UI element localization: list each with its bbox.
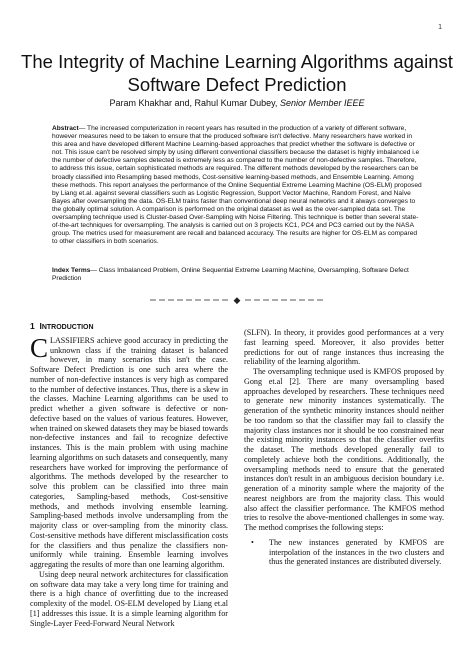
list-item <box>244 538 444 567</box>
bullet-icon: • <box>251 537 254 547</box>
paper-title: The Integrity of Machine Learning Algorithms against Software Defect Prediction <box>21 51 453 95</box>
author-line <box>20 98 454 108</box>
index-terms <box>52 267 422 283</box>
section-heading <box>30 322 228 333</box>
drop-cap: C <box>30 332 49 363</box>
left-column <box>30 322 228 628</box>
section-title-initial: I <box>39 321 42 331</box>
section-divider <box>150 295 324 305</box>
author-names: Param Khakhar and, Rahul Kumar Dubey, <box>109 98 278 108</box>
author-affiliation: Senior Member IEEE <box>279 98 365 108</box>
intro-paragraph-2: Using deep neural network architectures for classification on software data may take a very long time for training and there is a high chance of overfitting due to the increased complexity of the model. OS-ELM developed by Liang et.al [1] addresses this issue. It is a simple learning algorithm for Single-Layer Feed-Forward Neural Network <box>30 569 228 628</box>
abstract <box>52 125 422 246</box>
index-terms-label: Index Terms <box>52 267 91 274</box>
abstract-text: — The increased computerization in recent years has resulted in the production of a variety of different software, however measures need to be taken to ensure that the produced software isn't defective. Many researchers have worked in this area and have developed different Machine Learning-based approaches that predict whether the software is defective or not. This issue can't be resolved simply by using different conventional classifiers because the dataset is highly imbalanced i.e the number of defective samples detected is extremely less as compared to the number of non-defective samples. Therefore, to address this issue, certain sophisticated methods are required. The different methods developed by the researchers can be broadly classified into Resampling based methods, Cost-sensitive learning-based methods, and Ensemble Learning. Among these methods. This report analyses the performance of the Online Sequential Extreme Learning Machine (OS-ELM) proposed by Liang et.al. against several classifiers such as Logistic Regression, Support Vector Machine, Random Forest, and Naïve Bayes after oversampling the data. OS-ELM trains faster than conventional deep neural networks and it always converges to the globally optimal solution. A comparison is performed on the original dataset as well as the over-sampled data set. The oversampling technique used is Cluster-based Over-Sampling with Noise Filtering. This technique is better than several state-of-the-art techniques for oversampling. The analysis is carried out on 3 projects KC1, PC4 and PC3 carried out by the NASA group. The metrics used for measurement are recall and balanced accuracy. The results are higher for OS-ELM as compared to other classifiers in both scenarios. <box>52 125 422 246</box>
divider-diamond-icon: ◆ <box>233 296 241 305</box>
index-terms-text: — Class Imbalanced Problem, Online Sequential Extreme Learning Machine, Oversampling, Software Defect Prediction <box>52 267 409 283</box>
right-paragraph-1: (SLFN). In theory, it provides good performances at a very fast learning speed. Moreover, it also provides better predictions for out of range instances thus increasing the reliability of the learning algorithm. <box>244 328 444 367</box>
intro-paragraph-1-text: LASSIFIERS achieve good accuracy in predicting the unknown class if the training dataset is balanced however, in many scenarios this isn't the case. Software Defect Prediction is one such area where the number of non-defective instances is very high as compared to the number of defective instances. Thus, there is a skew in the classes. Machine Learning algorithms can be used to predict whether a given software is defective or non-defective based on the values of various features. However, when trained on skewed datasets they may be biased towards non-defective instances and fail to recognize defective instances. This is the main problem with using machine learning algorithms on such datasets and consequently, many researchers have worked for improving the performance of algorithms. The methods developed by the researcher to solve this problem can be classified into three main categories, Sampling-based methods, Cost-sensitive methods, and methods involving ensemble learning. Sampling-based methods involve undersampling from the majority class or over-sampling from the minority class. Cost-sensitive methods have different misclassification costs for the classifiers and thus penalize the classifiers non-uniformly while training. Ensemble learning involves aggregating the results of more than one learning algorithm. <box>30 335 229 569</box>
intro-paragraph-1 <box>30 332 229 570</box>
right-column <box>244 328 444 567</box>
section-number: 1 <box>30 321 35 331</box>
page-number: 1 <box>438 24 442 31</box>
right-paragraph-2: The oversampling technique used is KMFOS proposed by Gong et.al [2]. There are many oversampling based approaches developed by researchers. These techniques need to generate new minority instances systematically. The generation of the synthetic minority instances should neither be too random so that the classifier may fail to classify the majority class instances nor it should be too constrained near the existing minority instances so that the classifier overfits the dataset. The methods developed generally fail to completely achieve both the conditions. Additionally, the oversampling methods need to ensure that the generated instances don't result in an ambiguous decision boundary i.e. generation of a minority sample where the majority of the nearest neighbors are from the majority class. This would also affect the classifier performance. The KMFOS method tries to resolve the above-mentioned challenges in some way. The method comprises the following steps: <box>244 367 444 532</box>
list-item-text: The new instances generated by KMFOS are interpolation of the instances in the two clusters and thus the generated instances are distributed diversely. <box>269 537 444 567</box>
section-title-rest: NTRODUCTION <box>41 324 94 331</box>
abstract-label: Abstract <box>52 125 79 132</box>
